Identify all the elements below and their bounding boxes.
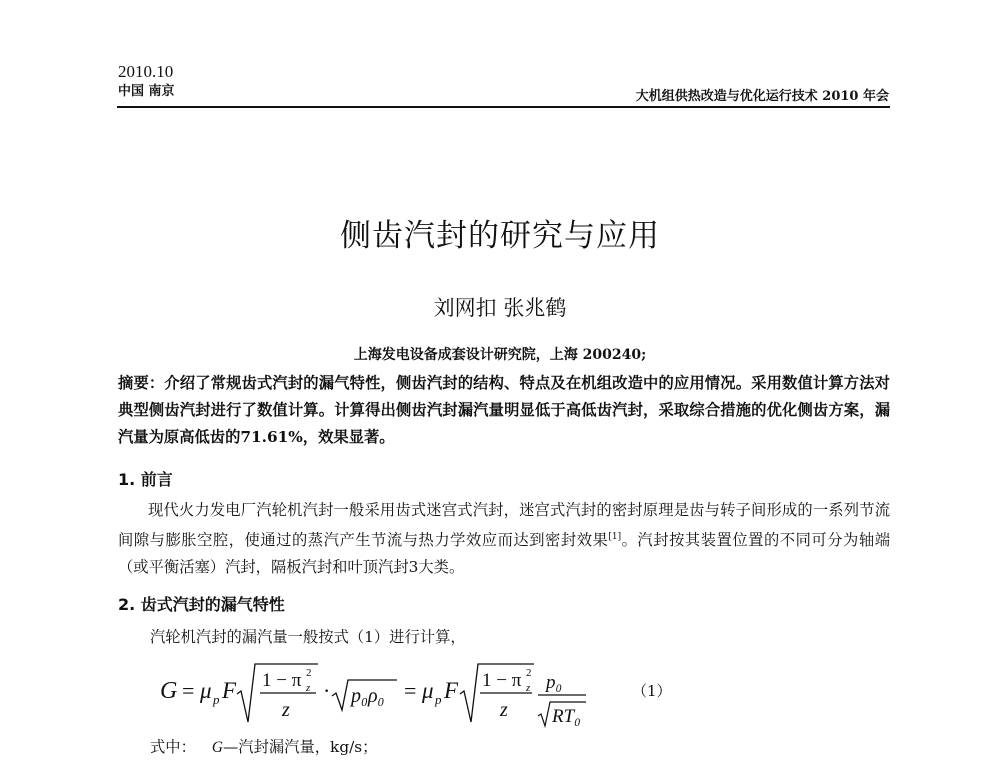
intro-paragraph <box>118 497 890 581</box>
where-text: —汽封漏汽量，kg/s； <box>222 738 378 756</box>
header-location: 中国 南京 <box>118 84 175 99</box>
formula-mu-sub-1: p <box>213 692 220 707</box>
abstract-label: 摘要： <box>118 374 165 392</box>
citation: [1] <box>608 532 622 542</box>
formula-z-sub-1: z <box>306 682 311 694</box>
paper-affiliation: 上海发电设备成套设计研究院，上海 200240; <box>353 347 647 363</box>
header-date: 2010.10 <box>118 62 174 81</box>
where-clause <box>150 735 377 757</box>
formula-p0rho0: p₀ρ₀ <box>351 685 385 707</box>
equation-number: （1） <box>632 682 672 700</box>
intro-text-a: 现代火力发电厂汽轮机汽封一般采用齿式迷宫式汽封，迷宫式汽封的密封原理是齿与转子间形成的一系列节流间隙与膨胀空腔，使通过的蒸汽产生节流与热力学效应而达到密封效果 <box>118 501 890 550</box>
section-heading-leakage: 2. 齿式汽封的漏气特性 <box>118 595 285 614</box>
formula-z-sub-2: z <box>526 682 531 694</box>
leakage-formula <box>160 652 590 736</box>
formula-den-z-2: z <box>500 699 508 721</box>
formula-numerator-1: 1 − π <box>262 670 302 691</box>
formula-RT0: RT₀ <box>552 706 581 727</box>
formula-mu-2: μ <box>422 678 434 703</box>
paper-title: 侧齿汽封的研究与应用 <box>340 218 660 254</box>
section-heading-intro: 1. 前言 <box>118 470 173 489</box>
formula-F-2: F <box>444 678 459 703</box>
formula-G: G <box>160 678 178 704</box>
abstract <box>118 370 890 451</box>
formula-mu-sub-2: p <box>435 692 442 707</box>
formula-eq-1: = <box>182 678 195 703</box>
formula-p0: p₀ <box>546 672 563 693</box>
header-left <box>118 62 175 102</box>
formula-dot: · <box>323 678 331 703</box>
where-symbol: G <box>211 739 223 756</box>
header-conference: 大机组供热改造与优化运行技术 2010 年会 <box>635 89 889 104</box>
formula-mu-1: μ <box>200 678 212 703</box>
where-label: 式中： <box>150 738 196 756</box>
formula-den-z-1: z <box>282 699 290 721</box>
formula-F-1: F <box>222 678 237 703</box>
formula-numerator-2: 1 − π <box>482 670 522 691</box>
abstract-text: 介绍了常规齿式汽封的漏气特性，侧齿汽封的结构、特点及在机组改造中的应用情况。采用数值计算方法对典型侧齿汽封进行了数值计算。计算得出侧齿汽封漏汽量明显低于高低齿汽封，采取综合措施的优化侧齿方案，漏汽量为原高低齿的71.61%，效果显著。 <box>118 374 890 446</box>
intro-text-b: 。汽封按其装置位置的不同可分为轴端（或平衡活塞）汽封，隔板汽封和叶顶汽封3大类。 <box>118 531 890 577</box>
formula-sq-2: 2 <box>526 667 532 679</box>
formula-sq-1: 2 <box>306 667 312 679</box>
formula-eq-2: = <box>404 678 417 703</box>
header-rule <box>117 106 890 108</box>
formula-intro: 汽轮机汽封的漏汽量一般按式（1）进行计算， <box>150 628 466 646</box>
paper-authors: 刘网扣 张兆鹤 <box>433 296 567 320</box>
